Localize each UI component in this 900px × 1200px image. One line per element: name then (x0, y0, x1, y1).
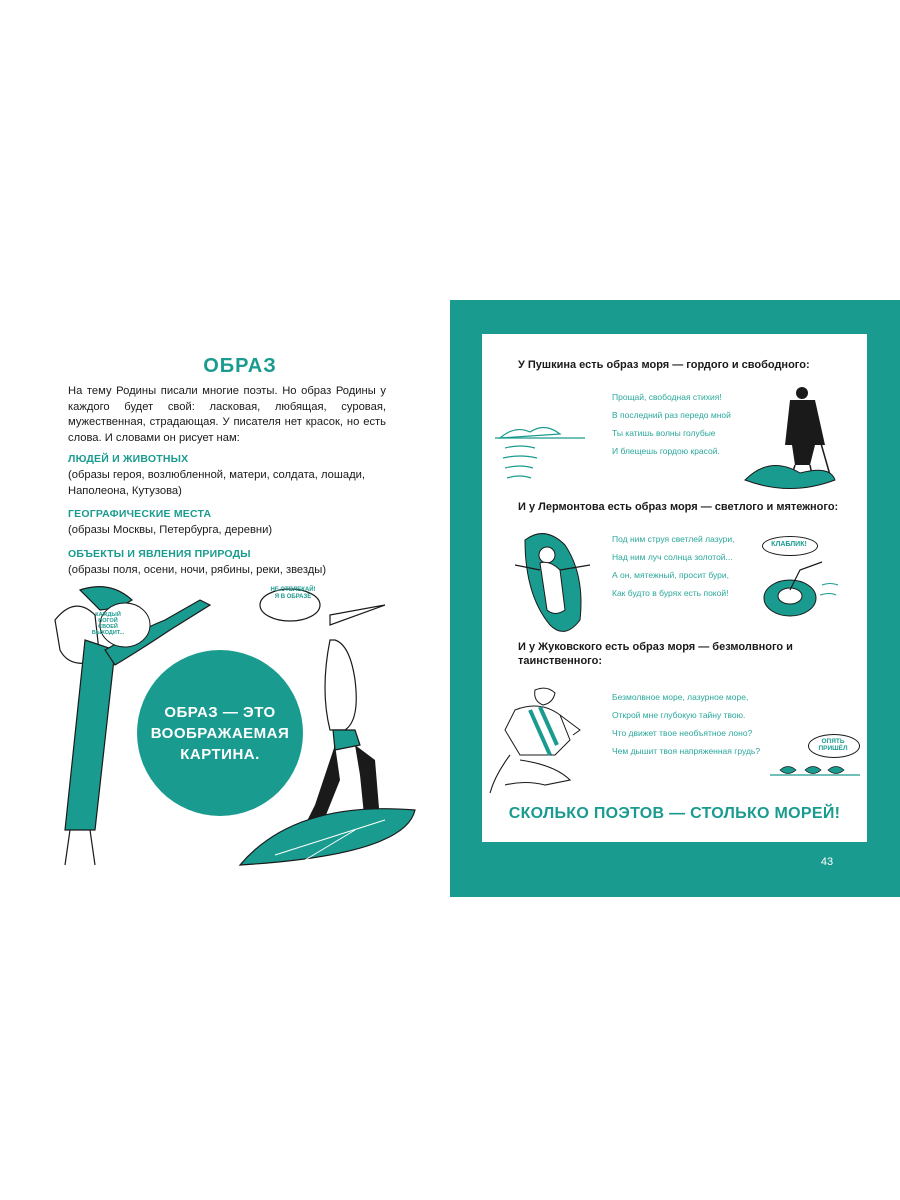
slogan: СКОЛЬКО ПОЭТОВ — СТОЛЬКО МОРЕЙ! (508, 805, 841, 822)
pushkin-figure-illustration (740, 385, 840, 495)
diver-ring-illustration (760, 560, 840, 620)
swimmer-mattress-illustration (505, 525, 605, 645)
verse-lermontov (612, 530, 772, 602)
verse-zhukovsky (612, 688, 787, 760)
category-text-nature: (образы поля, осени, ночи, рябины, реки, звезды) (68, 564, 327, 576)
fish-illustration (770, 760, 860, 780)
section-heading-pushkin: У Пушкина есть образ моря — гордого и свободного: (518, 359, 810, 371)
category-heading-places: ГЕОГРАФИЧЕСКИЕ МЕСТА (68, 508, 212, 520)
verse-line: Безмолвное море, лазурное море, (612, 692, 749, 702)
page-number: 43 (820, 856, 834, 868)
speech-bubble-woman: КАЖДЫЙ НОГОЙ СВОЕЙ ВЫХОДИТ... (91, 612, 125, 636)
verse-line: В последний раз передо мной (612, 410, 731, 420)
category-heading-people: ЛЮДЕЙ И ЖИВОТНЫХ (68, 453, 189, 465)
verse-line: Чем дышит твоя напряженная грудь? (612, 746, 761, 756)
verse-line: А он, мятежный, просит бури, (612, 570, 729, 580)
sea-waves-illustration (495, 420, 595, 490)
category-heading-nature: ОБЪЕКТЫ И ЯВЛЕНИЯ ПРИРОДЫ (68, 548, 251, 560)
verse-line: Прощай, свободная стихия! (612, 392, 722, 402)
page-title: ОБРАЗ (203, 355, 277, 377)
verse-line: Открой мне глубокую тайну твою. (612, 710, 746, 720)
verse-line: Под ним струя светлей лазури, (612, 534, 735, 544)
speech-bubble-man: НЕ ОТВЛЕКАЙ! Я В ОБРАЗЕ (270, 587, 316, 600)
intro-paragraph: На тему Родины писали многие поэты. Но образ Родины у каждого будет свой: ласковая, любящая, суровая, мужественная, страдающая. У писателя нет красок, но есть слова. И словами он рисует нам: (68, 385, 386, 444)
verse-line: Над ним луч солнца золотой... (612, 552, 733, 562)
speech-bubble-lermontov: КЛАБЛИК! (771, 541, 807, 548)
sitting-man-illustration (485, 685, 595, 800)
verse-line: Что движет твое необъятное лоно? (612, 728, 753, 738)
category-text-people: (образы героя, возлюбленной, матери, солдата, лошади, Наполеона, Кутузова) (68, 469, 365, 497)
verse-line: Как будто в бурях есть покой! (612, 588, 729, 598)
section-heading-zhukovsky: И у Жуковского есть образ моря — безмолвного и таинственного: (518, 641, 793, 667)
speech-bubble-zhukovsky: ОПЯТЬ ПРИШЁЛ (818, 738, 848, 752)
category-text-places: (образы Москвы, Петербурга, деревни) (68, 524, 273, 536)
section-heading-lermontov: И у Лермонтова есть образ моря — светлого и мятежного: (518, 501, 839, 513)
verse-line: И блещешь гордою красой. (612, 446, 720, 456)
man-illustration (235, 580, 425, 870)
definition-text: ОБРАЗ — ЭТО ВООБРАЖАЕМАЯ КАРТИНА. (150, 703, 290, 763)
verse-line: Ты катишь волны голубые (612, 428, 716, 438)
